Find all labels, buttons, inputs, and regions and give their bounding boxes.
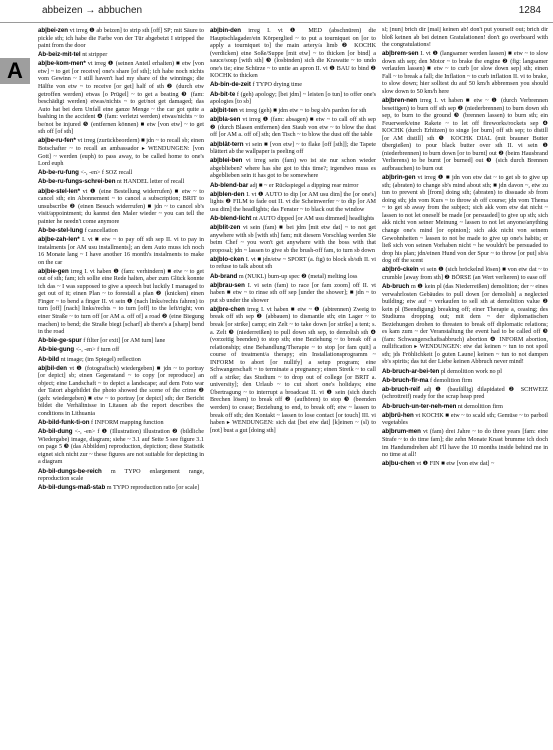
headword: Ab-bie-ge-spur	[38, 337, 82, 345]
dictionary-entry	[38, 60, 204, 136]
headword: ab|brem-sen	[382, 50, 419, 58]
headword: ab|brum-men	[382, 428, 421, 436]
dictionary-entry	[382, 386, 548, 402]
entry-definition: vt irreg ❶ (seinen Anteil erhalten) ■ etw [von etw] ~ to get [or receive] one's share [of sth]; ich habe noch nichts vom Gewinn ~ I still haven't had my share of the winnings; die Hälfte von etw ~ to receive [or get] half of sth ❷ (durch etw getroffen werden) etwas [o Prügel] ~ to get a beating ❸ (fam: beschädigt werden) etwas/nichts ~ to get/not get damaged; das Auto hat bei dem Unfall eine ganze Menge ~ the car got quite a bashing in the accident ❹ (fam: verletzt werden) etwas/nichts ~ to be/not be injured ❺ (entfernen können) ■ etw [von etw] ~ to get sth off [of sth]	[38, 61, 204, 136]
dictionary-entry	[382, 412, 548, 428]
headword: ab|brau-sen	[210, 281, 245, 289]
entry-definition: f cancellation	[84, 227, 118, 234]
dictionary-entry	[382, 460, 548, 469]
dictionary-entry	[38, 337, 204, 346]
entry-definition: vt ❶ (fotografisch) wiedergeben) ■ jdn ~ to portray [or depict] sb; einen Gegenstand ~ to copy [or reproduce] an object; eine Landschaft ~ to depict a landscape; auf dem Foto war der Tatort abgebildet the photo showed the scene of the crime ❷ (geh: wiedergeben) ■ etw ~ to portray [or depict] sth; der Bericht bildet die Verhältnisse in Litauen ab the report describes the conditions in Lithuania	[38, 365, 204, 417]
dictionary-entry	[38, 468, 204, 484]
entry-definition: nt demolition firm	[457, 403, 503, 410]
entry-definition: vt irreg ❶ ab beizen] to strip sth [off] SP; mit Säure to pickle sth; ich habe die Farbe von der Tür abgebeizt I stripped the paint from the door	[38, 28, 204, 50]
headword: Ab-bil-dungs-be-reich	[38, 467, 102, 475]
headword: Ab-be-stel-lung	[38, 226, 84, 234]
entry-definition: vt irreg (geh) ■ jdm etw ~ to beg sb's pardon for sth	[239, 108, 367, 115]
headword: ab|brin-gen	[382, 174, 416, 182]
dictionary-entry	[210, 256, 376, 272]
headword: Ab-bin-de-zeit	[210, 81, 251, 89]
headword: ab|bla-sen	[210, 116, 241, 124]
headword: ab|blit-zen	[210, 224, 241, 232]
page-number: 1284	[518, 5, 541, 16]
entry-definition: f (geh) apology; [bei jdm] ~ leisten [o tun] to offer one's apologies [to sb]	[210, 91, 376, 106]
dictionary-entry	[38, 428, 204, 467]
headword: ab|brö-ckeln	[382, 266, 419, 274]
entry-definition: I. vt ■ etw ~ to pay off sth sep II. vi to pay in instalments [or AM usu installments]; an dem Auto muss ich noch 16 Monate lang ~ I have another 16 month's instalments to make on the car	[38, 236, 204, 266]
headword: ab|bit-ten	[210, 107, 238, 115]
entry-definition: adj ■ ~ er Rückspiegel a dipping rear mirror	[249, 182, 359, 189]
headword: ab|be-ru-fen*	[38, 137, 76, 145]
headword: Ab-bruch-un-ter-neh-men	[382, 402, 457, 410]
entry-definition: vi sein (fam) ■ bei jdm [mit etw dat] ~ to not get anywhere with sb [with sth] fam; mit diesem Vorschlag werden Sie beim Chef ~ you won't get anywhere with the boss with that proposal; jdn ~ lassen to give sb the brush-off fam, to turn sb down	[210, 225, 376, 254]
dictionary-entry	[210, 282, 376, 306]
column-2	[210, 27, 376, 747]
dictionary-entry	[382, 283, 548, 367]
dictionary-entry	[38, 178, 204, 187]
entry-definition: nt HANDEL letter of recall	[117, 179, 185, 186]
entry-definition: adj ❶ (baufällig) dilapidated ❷ SCHWEIZ (schrottreif) ready for the scrap heap pred	[382, 386, 548, 401]
dictionary-entry	[38, 188, 204, 227]
dictionary-entry	[210, 157, 376, 181]
entry-definition: vi sein ❶ (sich bröckelnd lösen) ■ von etw dat ~ to crumble [away from sth] ❷ BÖRSE (an Wert verlieren) to ease off	[382, 267, 548, 281]
headword: Ab-be-ru-fungs-schrei-ben	[38, 178, 116, 186]
headword: ab|bie-gen	[38, 267, 69, 275]
dictionary-columns	[38, 27, 548, 747]
headword: ab|bren-nen	[382, 97, 418, 105]
headword: ab|blät-tern	[210, 140, 244, 148]
dictionary-entry	[38, 268, 204, 337]
entry-definition: I. vt ❶ (langsamer werden lassen) ■ etw ~ to slow down sth sep; den Motor ~ to brake the engine ❷ (fig: langsamer verlaufen lassen) ■ etw ~ to curb [or slow down sep] sth; einen Fall ~ to break a fall; die Inflation ~ to curb inflation II. vi to brake, to slow down; hier solltest du auf 50 km/h abbremsen you should slow down to 50 km/h here	[382, 51, 548, 95]
headword: ab|bei-zen	[38, 27, 69, 34]
headword: Ab-bild-funk-ti-on	[38, 419, 90, 427]
headword: Ab-beiz-mit-tel	[38, 51, 81, 59]
entry-definition: vt ❶ FIN ■ etw [von etw dat] ~	[416, 461, 495, 468]
dictionary-entry	[382, 50, 548, 96]
headword: Ab-bild	[38, 355, 60, 363]
entry-definition: irreg I. vt ❶ MED (abschnüren) die Hauptschlagader/ein Körperglied ~ to put a tourniquet on [or to apply a tourniquet to] the main artery/a limb ❷ KOCHK (verdicken) eine Soße/Suppe [mit etw] ~ to thicken [or bind] a sauce/soup [with sth] ❸ (losbinden) sich die Krawatte ~ to undo one's tie; eine Schürze ~ to untie an apron II. vi ❶ BAU to bind ❷ KOCHK to thicken	[210, 28, 376, 80]
dictionary-entry	[210, 116, 376, 140]
entry-definition: <-, -en> f SOZ recall	[80, 170, 133, 177]
dictionary-entry	[38, 169, 204, 178]
dictionary-entry	[382, 428, 548, 459]
headword: Ab-blend-bar	[210, 181, 249, 189]
entry-definition: vt KOCHK ■ etw ~ to scald sth; Gemüse ~ to parboil vegetables	[382, 412, 548, 427]
entry-definition: <-, -en> f ❶ (Illustration) illustration ❷ (bildliche Wiedergabe) image, diagram; siehe ~ 3.1 auf Seite 5 see figure 3.1 on page 5 ❸ (das Abbilden) reproduction, depiction; diese Statistik eignet sich nicht zur ~ these figures are not suitable for depicting in a diagram	[38, 429, 204, 466]
dictionary-entry	[210, 273, 376, 282]
dictionary-entry	[38, 27, 204, 51]
headword: Ab-bruch	[382, 283, 410, 291]
dictionary-entry	[382, 403, 548, 412]
entry-definition: m (NUKL) burn-up spec ❷ (metal) melting loss	[238, 273, 358, 280]
headword: Ab-bruch-ar-bei-ten	[382, 367, 440, 375]
dictionary-entry	[382, 27, 548, 50]
entry-definition: irreg I. vt haben ■ etw ~ ❶ (abtrennen) Zweig to break off sth sep ❷ (abbauen) to dismantle sth; ein Lager ~ to break [or strike] camp; ein Zelt ~ to take down [or strike] a tent; s. a. Zelt ❸ (niederreißen) to pull down sth sep, to demolish sth ❹ (vorzeitig beenden) to stop sth; eine Beziehung ~ to break off a relationship; eine Behandlung/Therapie ~ to stop [or fam quit] a course of treatment/a therapy; ein Installationsprogramm ~ INFORM to abort [or nullify] a setup program; eine Schwangerschaft ~ to terminate a pregnancy; einen Streik ~ to call off a strike; das Studium ~ to drop out of college [or BRIT a. university]; den Urlaub ~ to cut short one's holidays; eine Übertragung ~ to interrupt a broadcast II. vi ❶ sein (sich durch Brechen lösen) to break off ❷ (aufhören) to stop ❸ (beenden werden) to cease; Beziehung to end, to break off; etw ~ lassen to break off sth; den Kontakt ~ lassen to lose contact [or touch] III. vi haben ▸ WENDUNGEN: sich dat [bei etw dat] [k]einen ~ (sl) to [not] bust a gut [doing sth]	[210, 306, 376, 434]
headword: ab|bu-chen	[382, 460, 415, 468]
column-3	[382, 27, 548, 747]
dictionary-entry	[38, 51, 204, 60]
headword: Ab-blend-licht	[210, 214, 252, 222]
dictionary-entry	[210, 215, 376, 224]
entry-definition: vt (fam) drei Jahre ~ to do three years [fam: eine Strafe ~ to do time fam]; die zehn Monate Knast brumme ich doch im Handumdrehen ab! I'll have the 10 months inside behind me in no time at all!	[382, 429, 548, 459]
dictionary-entry	[382, 266, 548, 282]
entry-definition: nt AUTO dipped [or AM usu dimmed] headlights	[252, 215, 375, 222]
headword: ab|be-kom-men*	[38, 60, 86, 68]
entry-definition: vi irreg sein (fam) wo ist sie nur schon wieder abgeblieben? where has she got to this time?; irgendwo muss es abgeblieben sein it has got to be somewhere	[210, 158, 376, 180]
entry-definition: nt image; (im Spiegel) reflection	[60, 356, 141, 363]
entry-definition: pl demolition work no pl	[440, 368, 502, 375]
dictionary-entry	[210, 224, 376, 255]
entry-definition: m TYPO reproduction ratio [or scale]	[106, 485, 200, 492]
headword-range: abbeizen → abbuchen	[42, 5, 143, 16]
dictionary-entry	[38, 137, 204, 168]
dictionary-entry	[38, 365, 204, 419]
entry-definition: vi sein ■ [von etw] ~ to flake [off [sth]]; die Tapete blättert ab the wallpaper is peeling off	[210, 141, 376, 156]
dictionary-entry	[38, 227, 204, 236]
dictionary-entry	[210, 141, 376, 157]
dictionary-entry	[210, 182, 376, 191]
headword: ab|bil-den	[38, 364, 68, 372]
entry-definition: vt ❶ (eine Bestellung widerrufen) ■ etw ~ to cancel sth; ein Abonnement ~ to cancel a subscription; BRIT to unsubscribe ❷ (einen Besuch widerrufen) ■ jdn ~ to cancel sb's visit/appointment; du kannst den Maler wieder ~ you can tell the painter he needn't come anymore	[38, 188, 204, 225]
headword: ab|bin-den	[210, 27, 242, 34]
headword: ab|be-stel-len*	[38, 187, 80, 195]
dictionary-entry	[210, 306, 376, 435]
entry-definition: sl; [nun] brich dir [mal] keinen ab! don't put yourself out; brich dir bloß keinen ab bei deinen Gratulationen! don't go overboard with the congratulations!	[382, 27, 548, 49]
entry-definition: m TYPO enlargement range, reproduction scale	[38, 468, 204, 483]
entry-definition: I. vi sein (fam) to race [or fam zoom] off II. vt haben ■ etw ~ to rinse sth off sep [under the shower]; ■ jdn ~ to put sb under the shower	[210, 282, 376, 304]
headword: Ab-bil-dung	[38, 428, 73, 436]
dictionary-entry	[382, 174, 548, 266]
dictionary-entry	[382, 97, 548, 173]
headword: Ab-be-ru-fung	[38, 169, 79, 177]
dictionary-entry	[210, 81, 376, 90]
dictionary-entry	[38, 484, 204, 493]
entry-definition: m ❶ kein pl (das Niederreißen) demolition; der ~ eines verwahrlosten Gebäudes to pull down [or demolish] a neglected building; etw auf ~ verkaufen to sell sth at demolition value ❷ kein pl (Beendigung) breaking off; einer Therapie a, ceasing; des Studiums dropping out; mit dem ~ der diplomatischen Beziehungen drohen to threaten to break off diplomatic relations; es kam zum ~ der Veranstaltung the event had to be called off ❸ (fam: Schwangerschaftsabbruch) abortion ❹ INFORM abortion, nullification ▸ WENDUNGEN: etw dat keinen ~ tun to not spoil sth; jds Fröhlichkeit [o guten Laune] keinen ~ tun to not dampen sb's spirits; das tut der Liebe keinen Abbruch never mind!	[382, 284, 548, 366]
headword: ab|be-zah-len*	[38, 235, 80, 243]
entry-definition: f demolition firm	[429, 377, 473, 384]
column-1	[38, 27, 204, 747]
dictionary-entry	[382, 368, 548, 377]
entry-definition: vt irreg (zurückbeordern) ■ jdn ~ to recall sb; einen Botschafter ~ to recall an ambassador ▸ WENDUNGEN: [von Gott] ~ werden (euph) to pass away, to be called home to one's Lord euph	[38, 138, 204, 168]
dictionary-entry	[38, 356, 204, 365]
headword: Ab-brand	[210, 272, 238, 280]
entry-definition: I. vt ■ jdn/etw ~ SPORT (a. fig) to block sb/sth II. vi to refuse to talk about sth	[210, 256, 376, 271]
entry-definition: vt irreg ❶ (fam: absagen) ■ etw ~ to call off sth sep ❷ (durch Blasen entfernen) den Staub von etw ~ to blow the dust off [or AM a. off of] sth; den Tisch ~ to blow the dust off the table	[210, 117, 376, 139]
headword: ab|blo-cken	[210, 255, 245, 263]
entry-definition: f filter [or exit] [or AM turn] lane	[83, 338, 166, 345]
entry-definition: f TYPO drying time	[252, 82, 303, 89]
entry-definition: vt irreg ❶ ■ jdn von etw dat ~ to get sb to give up sth; (abraten) to change sb's mind about sth; ■ jdn davon ~, etw zu tun to prevent sb [from] doing sth; (abraten) to dissuade sb from doing sth; jdn vom Kurs ~ to throw sb off course; jdn vom Thema ~ to get sb away from the subject; sich akk vom etw dat nicht ~ lassen to not let oneself be made [or persuaded] to give up sth; sich akk nicht von seiner Meinung ~ lassen to not let anyone/anything change one's mind [or opinion]; sich akk nicht von seinem Gewohnheiten ~ lassen to not be made to give up one's habits; er ließ sich von seinen Vorhaben nicht ~ he wouldn't be persuaded to drop his plan; jdn/einen Hund von der Spur ~ to throw [or put] sb/a dog off the scent	[382, 175, 548, 265]
dictionary-entry	[382, 377, 548, 386]
entry-definition: f INFORM mapping function	[91, 420, 164, 427]
headword: Ab-bie-gung	[38, 346, 75, 354]
headword: Ab-bruch-fir-ma	[382, 376, 429, 384]
dictionary-entry	[210, 191, 376, 215]
entry-definition: <-, -en> f turn off	[75, 347, 120, 354]
dictionary-entry	[210, 107, 376, 116]
dictionary-entry	[38, 419, 204, 428]
headword: ab|blen-den	[210, 190, 245, 198]
entry-definition: nt stripper	[82, 52, 108, 59]
headword: ab|brü-hen	[382, 411, 414, 419]
headword: ab|bre-chen	[210, 305, 245, 313]
headword: Ab-bit-te	[210, 90, 236, 98]
headword: Ab-bil-dungs-maß-stab	[38, 484, 106, 492]
entry-definition: I. vt ❶ AUTO to dip [or AM usu dim] the [or one's] lights ❷ FILM to fade out II. vt die Scheinwerfer ~ to dip [or AM usu dim] the headlights; das Fenster ~ to black out the window	[210, 191, 376, 213]
letter-thumb-index: A	[0, 58, 30, 84]
entry-definition: irreg I. vt haben ■ etw ~ ❶ (durch Verbrennen beseitigen) to burn off sth sep ❷ (niederbrennen) to burn down sth sep, to burn to the ground ❸ (brennen lassen) to burn sth; ein Feuerwerk/eine Rakete ~ to let off fireworks/rockets sep ❹ KOCHK (durch Erhitzen) to singe [or burn] off sth sep; to distill [or AM distill] sth ❺ KOCHK DIAL (mit brauner Butter übergießen) to pour black butter over sth II. vi sein ❶ (niederbrennen) to burn down [or to burnt] out ❷ (beim Hausbrand Verlierens) to be burnt [or burned] out ❸ (sich durch Brennen aufbrauchen) to burn out	[382, 98, 548, 173]
entry-definition: irreg I. vt haben ❶ (fam: verhindern) ■ etw ~ to get out of sth; fam; ich sollte eine Rede halten, aber zum Glück konnte ich das ~ I was supposed to give a speech but luckily I managed to get out of it; einen Plan ~ to forestall a plan ❷ (knicken) einen Finger ~ to bend a finger II. vi sein ❶ (nach links/rechts fahren) to turn [off] [nach] links/rechts ~ to turn [off] to the left/right; von einer Straße ~ to turn off [or AM a. off of] a road ❷ (eine Biegung machen) to bend; die Straße biegt [scharf] ab there's a [sharp] bend in the road	[38, 268, 204, 336]
dictionary-entry	[210, 91, 376, 107]
headword: ab|blei-ben	[210, 157, 243, 165]
dictionary-entry	[38, 346, 204, 355]
page-header	[0, 0, 553, 23]
dictionary-entry	[210, 27, 376, 81]
dictionary-entry	[38, 236, 204, 267]
headword: ab-bruch-reif	[382, 385, 420, 393]
